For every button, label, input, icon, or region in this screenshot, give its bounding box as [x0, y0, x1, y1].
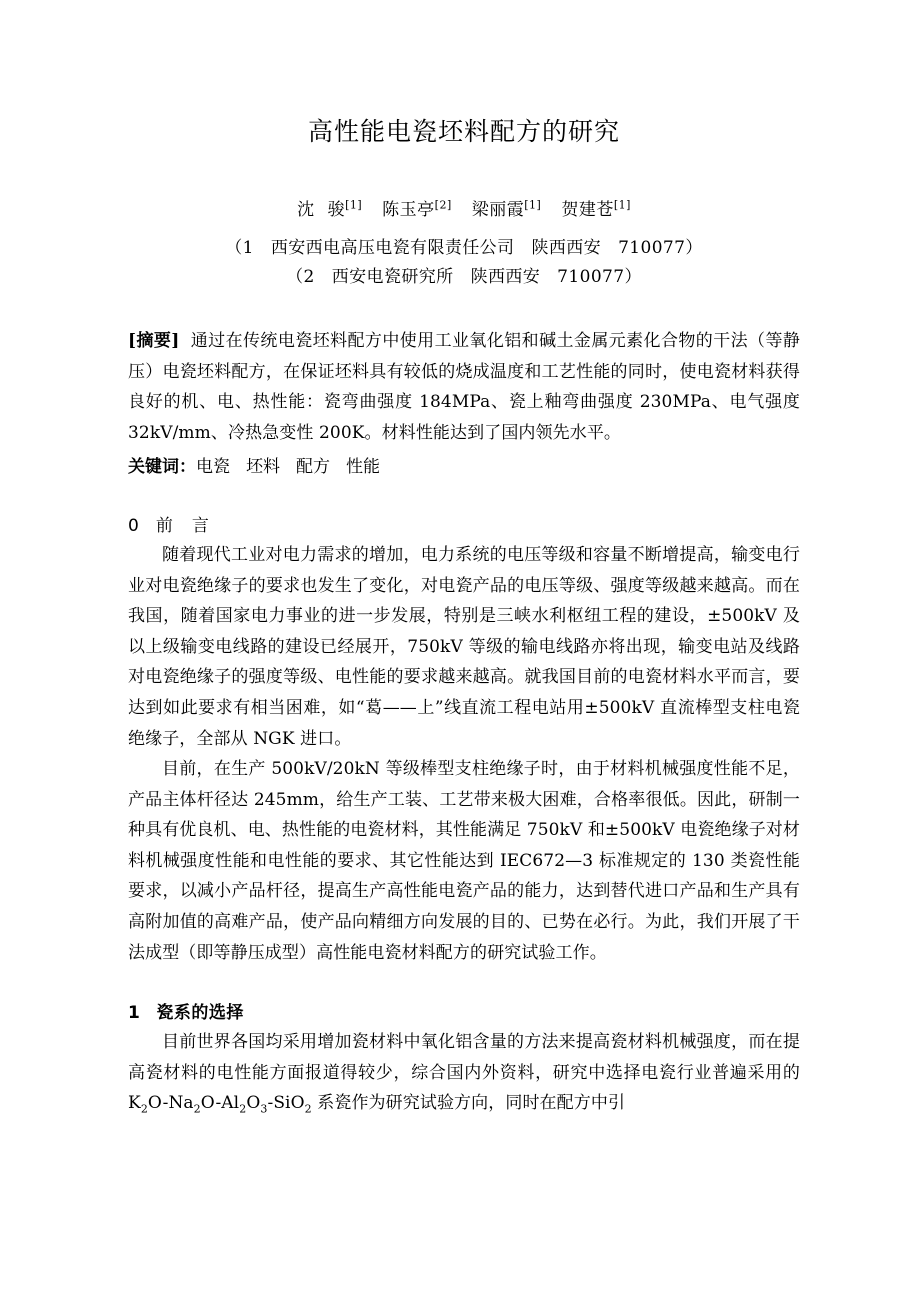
formula-element: -Al — [215, 1093, 240, 1114]
author-entry — [297, 197, 363, 220]
affiliation-list — [128, 234, 800, 292]
affil-zip: 710077 — [557, 266, 625, 287]
keyword-item: 性能 — [346, 457, 380, 478]
keyword-item: 配方 — [296, 457, 330, 478]
author-name-part2: 骏 — [327, 199, 346, 220]
formula-element: K — [128, 1093, 141, 1114]
author-entry — [471, 197, 542, 220]
affil-org: 西安电瓷研究所 — [331, 266, 454, 287]
formula-subscript: 2 — [140, 1102, 148, 1116]
author-affil-ref: [1] — [345, 197, 363, 211]
body-paragraph: 随着现代工业对电力需求的增加，电力系统的电压等级和容量不断增提高，输变电行业对电瓷绝缘子的要求也发生了变化，对电瓷产品的电压等级、强度等级越来越高。而在我国，随着国家电力事业的进一步发展，特别是三峡水利枢纽工程的建设，±500kV 及以上级输变电线路的建设已经展开，750kV 等级的输电线路亦将出现，输变电站及线路对电瓷绝缘子的强度等级、电性能的要求越来越高。就我国目前的电瓷材料水平而言，要达到如此要求有相当困难，如“葛——上”线直流工程电站用±500kV 直流棒型支柱电瓷绝缘子，全部从 NGK 进口。 — [128, 544, 800, 749]
formula-element: -Na — [162, 1093, 194, 1114]
affil-open-paren: （ — [225, 237, 243, 258]
author-entry — [561, 197, 631, 220]
affil-zip: 710077 — [618, 237, 686, 258]
keywords-label: 关键词： — [128, 457, 196, 478]
body-paragraph: 目前，在生产 500kV/20kN 等级棒型支柱绝缘子时，由于材料机械强度性能不足，产品主体杆径达 245mm，给生产工装、工艺带来极大困难，合格率很低。因此，研制一种具有优良机、电、热性能的电瓷材料，其性能满足 750kV 和±500kV 电瓷绝缘子对材料机械强度性能和电性能的要求、其它性能达到 IEC672—3 标准规定的 130 类瓷性能要求，以减小产品杆径，提高生产高性能电瓷产品的能力，达到替代进口产品和生产具有高附加值的高难产品，使产品向精细方向发展的目的、已势在必行。为此，我们开展了干法成型（即等静压成型）高性能电瓷材料配方的研究试验工作。 — [128, 759, 801, 963]
affil-city: 陕西西安 — [531, 237, 602, 258]
paragraph-text-before-formula: 目前世界各国均采用增加瓷材料中氧化铝含量的方法来提高瓷材料机械强度，而在提高瓷材料的电性能方面报道得较少，综合国内外资料，研究中选择电瓷行业普遍采用的 — [128, 1032, 800, 1083]
formula-element: -SiO — [267, 1093, 305, 1114]
author-name-part1: 梁丽霞 — [471, 199, 525, 220]
chemical-formula — [128, 1093, 312, 1116]
author-entry — [382, 197, 452, 220]
affil-close-paren: ） — [685, 237, 703, 258]
author-name-part1: 贺建苍 — [561, 199, 614, 220]
formula-subscript: 2 — [193, 1102, 201, 1116]
affil-org: 西安西电高压电瓷有限责任公司 — [270, 237, 515, 258]
section-title: 瓷系的选择 — [156, 1003, 244, 1024]
affil-open-paren: （ — [286, 266, 304, 287]
formula-element: O — [147, 1093, 163, 1114]
formula-subscript: 2 — [304, 1102, 312, 1116]
keyword-item: 坯料 — [246, 457, 280, 478]
section-heading-1 — [128, 998, 800, 1023]
affil-city: 陕西西安 — [470, 266, 541, 287]
author-affil-ref: [1] — [524, 197, 542, 211]
author-list — [128, 195, 800, 220]
formula-element: O — [200, 1093, 216, 1114]
keyword-item: 电瓷 — [196, 457, 230, 478]
abstract-label: [摘要] — [128, 330, 180, 351]
affil-close-paren: ） — [624, 266, 642, 287]
affiliation-item — [128, 263, 800, 292]
formula-element: O — [246, 1093, 261, 1114]
page-content — [128, 0, 800, 1119]
affil-number: 2 — [303, 266, 315, 287]
section-title: 前 言 — [155, 515, 210, 536]
affiliation-item — [128, 234, 800, 263]
section-heading-0 — [128, 511, 800, 536]
section-number: 1 — [128, 1003, 141, 1024]
formula-subscript: 3 — [260, 1102, 268, 1116]
author-name-part1: 陈玉亭 — [382, 199, 435, 220]
formula-subscript: 2 — [239, 1102, 247, 1116]
paragraph-text-after-formula: 系瓷作为研究试验方向，同时在配方中引 — [311, 1093, 626, 1114]
affil-number: 1 — [242, 237, 254, 258]
author-name-part1: 沈 — [297, 199, 315, 220]
section-number: 0 — [128, 515, 140, 536]
author-affil-ref: [1] — [613, 197, 631, 211]
keywords-block — [128, 452, 800, 483]
body-paragraph-with-formula — [128, 1027, 800, 1119]
author-affil-ref: [2] — [434, 197, 452, 211]
page-title: 高性能电瓷坯料配方的研究 — [307, 117, 620, 146]
abstract-block — [128, 326, 800, 448]
abstract-text: 通过在传统电瓷坯料配方中使用工业氧化铝和碱土金属元素化合物的干法（等静压）电瓷坯料配方，在保证坯料具有较低的烧成温度和工艺性能的同时，使电瓷材料获得良好的机、电、热性能：瓷弯曲强度 184MPa、瓷上釉弯曲强度 230MPa、电气强度 32kV/mm、冷热急变性 200K。材料性能达到了国内领先水平。 — [128, 330, 800, 443]
